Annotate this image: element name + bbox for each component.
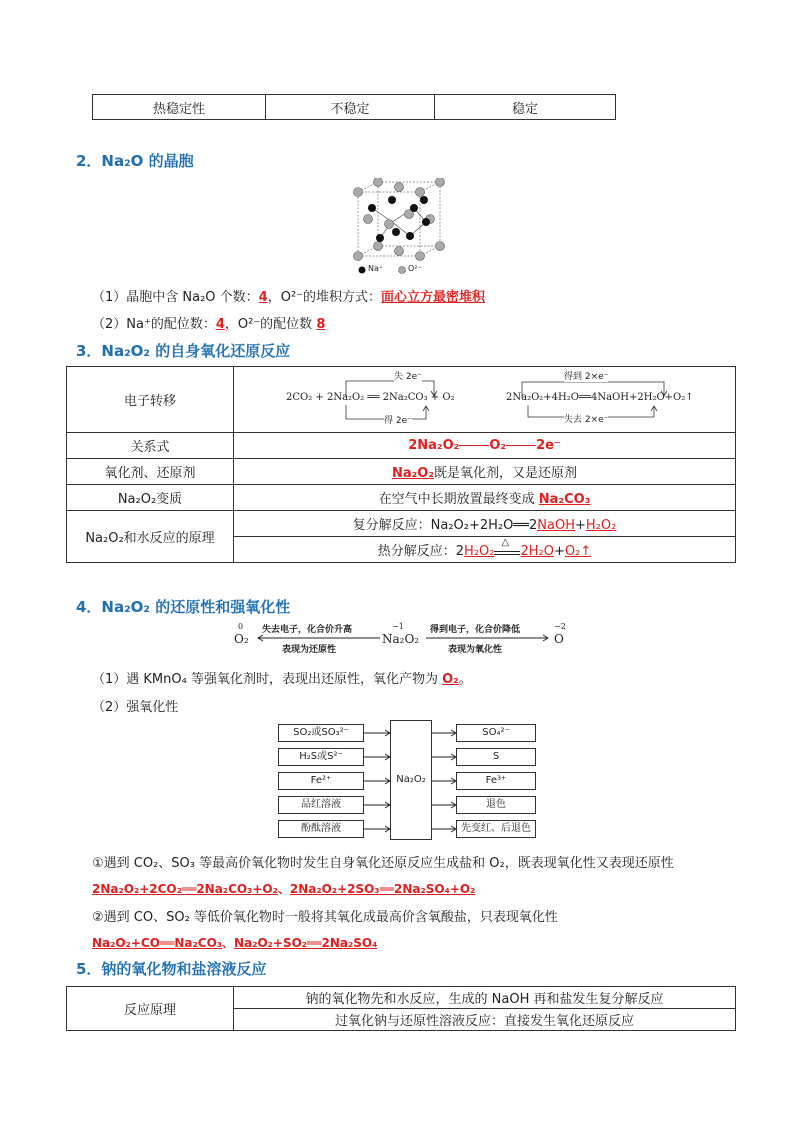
answer-water: 2H₂O (520, 544, 554, 559)
principle-row-1: 钠的氧化物先和水反应，生成的 NaOH 再和盐发生复分解反应 (234, 987, 736, 1009)
flow-left-3: Fe²⁺ (278, 772, 364, 790)
eq2-top-label: 得到 2×e⁻ (564, 369, 608, 382)
thermal-stability-table (92, 94, 616, 120)
oxidant-reductant-label: 氧化剂、还原剂 (67, 459, 234, 485)
metathesis-cell: 复分解反应：Na₂O₂+2H₂O══2NaOH+H₂O₂ (234, 511, 736, 537)
eq-na2o2-so2: Na₂O₂+SO₂══2Na₂SO₄ (234, 936, 378, 950)
reducing-property-line: （1）遇 KMnO₄ 等强氧化剂时，表现出还原性，氧化产物为 O₂。 (92, 672, 472, 687)
thermal-stability-na2o: 不稳定 (266, 95, 435, 120)
eq-na2o2-co2: 2Na₂O₂+2CO₂══2Na₂CO₃+O₂ (92, 882, 278, 896)
section-4-heading: 4．Na₂O₂ 的还原性和强氧化性 (76, 598, 291, 616)
answer-o-coordination: 8 (316, 317, 326, 332)
diagram-o2-left: O₂ (234, 632, 249, 646)
heat-symbol: △ (501, 537, 510, 548)
flow-left-5: 酚酞溶液 (278, 820, 364, 838)
flow-left-1: SO₂或SO₃²⁻ (278, 724, 364, 742)
relation-electrons: 2e⁻ (536, 438, 561, 453)
case-1-text: ①遇到 CO₂、SO₃ 等最高价氧化物时发生自身氧化还原反应生成盐和 O₂，既表现氧化性又表现还原性 (92, 856, 674, 871)
section-2-heading: 2．Na₂O 的晶胞 (76, 152, 194, 170)
oxidation-state-diagram: 0 O₂ 失去电子，化合价升高 表现为还原性 −1 Na₂O₂ 得到电子，化合价降低 表现为氧化性 −2 O (234, 622, 566, 655)
electron-transfer-cell (234, 367, 736, 433)
case-2-text: ②遇到 CO、SO₂ 等低价氧化物时一般将其氧化成最高价含氧酸盐，只表现氧化性 (92, 910, 558, 925)
case-2-equations: Na₂O₂+CO══Na₂CO₃、Na₂O₂+SO₂══2Na₂SO₄ (92, 936, 378, 950)
flow-left-2: H₂S或S²⁻ (278, 748, 364, 766)
thermal-stability-na2o2: 稳定 (435, 95, 616, 120)
eq-na2o2-co: Na₂O₂+CO══Na₂CO₃ (92, 936, 223, 950)
eq-na2o2-so3: 2Na₂O₂+2SO₃══2Na₂SO₄+O₂ (289, 882, 476, 896)
principle-row-2: 过氧化钠与还原性溶液反应：直接发生氧化还原反应 (234, 1009, 736, 1031)
decomposition-cell: 热分解反应：2H₂O₂ △ 2H₂O+O₂↑ (234, 537, 736, 563)
flow-right-1: SO₄²⁻ (456, 724, 536, 742)
flow-left-4: 品红溶液 (278, 796, 364, 814)
oxidizing-property-label: （2）强氧化性 (92, 700, 179, 715)
eq2-equation: 2Na₂O₂+4H₂O══4NaOH+2H₂O+O₂↑ (506, 392, 694, 403)
answer-final-product: Na₂CO₃ (538, 492, 591, 507)
relation-label: 关系式 (67, 433, 234, 459)
answer-oxygen: O₂↑ (564, 544, 592, 559)
answer-h2o2: H₂O₂ (585, 518, 617, 533)
oxidant-reductant-cell: Na₂O₂既是氧化剂，又是还原剂 (234, 459, 736, 485)
reaction-principle-label: 反应原理 (67, 987, 234, 1031)
arrow-right (426, 634, 550, 642)
answer-packing-mode: 面心立方最密堆积 (381, 290, 486, 305)
na2o2-redox-table (66, 366, 736, 563)
answer-oxidation-product: O₂ (442, 672, 459, 687)
deterioration-label: Na₂O₂变质 (67, 485, 234, 511)
answer-naoh: NaOH (537, 518, 575, 533)
water-reaction-label: Na₂O₂和水反应的原理 (67, 511, 234, 563)
eq1-equation: 2CO₂ + 2Na₂O₂ ══ 2Na₂CO₃ + O₂ (286, 392, 455, 403)
flow-right-3: Fe³⁺ (456, 772, 536, 790)
thermal-stability-label: 热稳定性 (93, 95, 266, 120)
legend-o-label: O²⁻ (408, 264, 422, 273)
eq1-bottom-label: 得 2e⁻ (384, 413, 412, 426)
eq1-top-label: 失 2e⁻ (394, 369, 422, 382)
arrow-left (256, 634, 380, 642)
flow-right-2: S (456, 748, 536, 766)
question-1-line: （1）晶胞中含 Na₂O 个数：4，O²⁻的堆积方式：面心立方最密堆积 (92, 290, 486, 305)
answer-na-coordination: 4 (215, 317, 225, 332)
diagram-na2o2-center: Na₂O₂ (382, 632, 420, 646)
section-5-heading: 5．钠的氧化物和盐溶液反应 (76, 960, 267, 978)
question-2-line: （2）Na⁺的配位数：4，O²⁻的配位数 8 (92, 317, 326, 332)
relation-na2o2: 2Na₂O₂ (408, 438, 460, 453)
electron-transfer-label: 电子转移 (67, 367, 234, 433)
flow-right-5: 先变红、后退色 (456, 820, 536, 838)
legend-na-label: Na⁺ (368, 264, 384, 273)
flow-arrows (364, 720, 456, 840)
deterioration-cell: 在空气中长期放置最终变成 Na₂CO₃ (234, 485, 736, 511)
answer-h2o2-decomp: H₂O₂ (464, 544, 495, 559)
answer-oxidant-reductant: Na₂O₂ (391, 466, 435, 481)
relation-o2: O₂ (489, 438, 507, 453)
eq2-bottom-label: 失去 2×e⁻ (564, 412, 608, 425)
relation-cell (234, 433, 736, 459)
case-1-equations: 2Na₂O₂+2CO₂══2Na₂CO₃+O₂、2Na₂O₂+2SO₃══2Na₂SO₄+O₂ (92, 882, 476, 896)
flow-right-4: 退色 (456, 796, 536, 814)
answer-formula-units: 4 (258, 290, 268, 305)
diagram-o-right: O (554, 632, 564, 646)
flow-center-na2o2: Na₂O₂ (390, 720, 432, 840)
section-3-heading: 3．Na₂O₂ 的自身氧化还原反应 (76, 342, 291, 360)
salt-solution-table (66, 986, 736, 1031)
na2o-unit-cell-diagram (352, 178, 448, 278)
